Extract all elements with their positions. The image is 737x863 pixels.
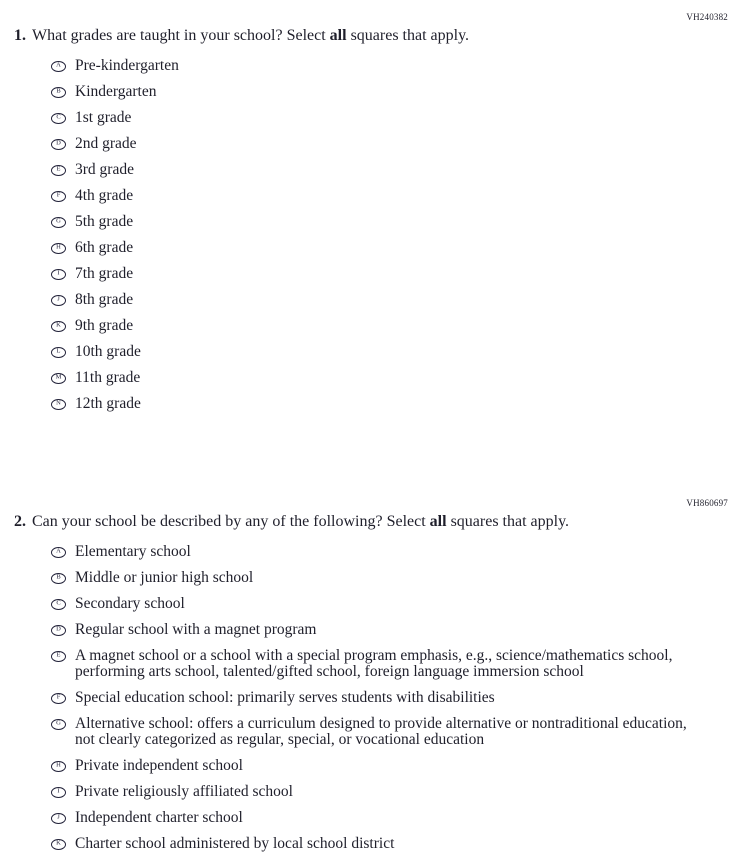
- option-row[interactable]: [51, 716, 737, 748]
- option-label: Charter school administered by local school district: [75, 835, 395, 852]
- bubble-icon[interactable]: [51, 295, 66, 306]
- bubble-icon[interactable]: [51, 217, 66, 228]
- option-row[interactable]: [51, 570, 737, 586]
- question-number: 2.: [14, 513, 26, 530]
- question-text-after: squares that apply.: [446, 513, 570, 530]
- bubble-icon[interactable]: [51, 399, 66, 410]
- option-label: Special education school: primarily serves students with disabilities: [75, 689, 495, 706]
- option-letter: N: [56, 399, 61, 407]
- question-text-before: What grades are taught in your school? Select: [32, 27, 330, 44]
- option-letter: A: [56, 547, 61, 555]
- option-label: Private religiously affiliated school: [75, 783, 293, 800]
- option-label: 9th grade: [75, 317, 134, 334]
- option-label: 10th grade: [75, 343, 141, 360]
- option-letter: A: [56, 61, 61, 69]
- bubble-icon[interactable]: [51, 243, 66, 254]
- option-label: Pre-kindergarten: [75, 57, 179, 74]
- bubble-icon[interactable]: [51, 373, 66, 384]
- option-row[interactable]: [51, 136, 737, 152]
- option-row[interactable]: [51, 110, 737, 126]
- option-row[interactable]: [51, 544, 737, 560]
- option-label: 5th grade: [75, 213, 134, 230]
- bubble-icon[interactable]: [51, 625, 66, 636]
- option-letter: I: [57, 787, 60, 795]
- bubble-icon[interactable]: [51, 761, 66, 772]
- option-letter: K: [56, 839, 61, 847]
- question-text-bold: all: [329, 27, 347, 44]
- option-row[interactable]: [51, 318, 737, 334]
- option-label: Kindergarten: [75, 83, 157, 100]
- option-label: A magnet school or a school with a special program emphasis, e.g., science/mathematics school, performing arts school, talented/gifted school, foreign language immersion school: [75, 647, 673, 680]
- bubble-icon[interactable]: [51, 61, 66, 72]
- option-label: 2nd grade: [75, 135, 137, 152]
- option-letter: J: [57, 813, 60, 821]
- option-label: 8th grade: [75, 291, 134, 308]
- bubble-icon[interactable]: [51, 165, 66, 176]
- option-label: Independent charter school: [75, 809, 243, 826]
- option-label: Regular school with a magnet program: [75, 621, 317, 638]
- option-letter: B: [56, 87, 61, 95]
- option-letter: I: [57, 269, 60, 277]
- option-letter: G: [56, 217, 61, 225]
- question-1-header: [14, 27, 737, 45]
- option-row[interactable]: [51, 58, 737, 74]
- option-letter: E: [56, 651, 61, 659]
- option-row[interactable]: [51, 188, 737, 204]
- question-2-options: [0, 544, 737, 863]
- option-row[interactable]: [51, 596, 737, 612]
- item-code: VH240382: [686, 12, 728, 22]
- option-label: Elementary school: [75, 543, 191, 560]
- option-label: Alternative school: offers a curriculum designed to provide alternative or nontraditional education, not clearly categorized as regular, special, or vocational education: [75, 715, 687, 748]
- question-text: [32, 513, 569, 531]
- question-text-before: Can your school be described by any of the following? Select: [32, 513, 430, 530]
- option-letter: B: [56, 573, 61, 581]
- question-text-bold: all: [429, 513, 447, 530]
- bubble-icon[interactable]: [51, 787, 66, 798]
- option-row[interactable]: [51, 370, 737, 386]
- item-code: VH860697: [686, 498, 728, 508]
- bubble-icon[interactable]: [51, 813, 66, 824]
- option-row[interactable]: [51, 758, 737, 774]
- question-2-header: [14, 513, 737, 531]
- bubble-icon[interactable]: [51, 87, 66, 98]
- option-row[interactable]: [51, 240, 737, 256]
- bubble-icon[interactable]: [51, 347, 66, 358]
- option-letter: J: [57, 295, 60, 303]
- option-row[interactable]: [51, 266, 737, 282]
- option-label: 4th grade: [75, 187, 134, 204]
- question-2-section: [0, 498, 737, 863]
- bubble-icon[interactable]: [51, 191, 66, 202]
- bubble-icon[interactable]: [51, 599, 66, 610]
- option-row[interactable]: [51, 84, 737, 100]
- option-label: 1st grade: [75, 109, 132, 126]
- option-row[interactable]: [51, 690, 737, 706]
- bubble-icon[interactable]: [51, 573, 66, 584]
- option-row[interactable]: [51, 344, 737, 360]
- option-letter: K: [56, 321, 61, 329]
- option-row[interactable]: [51, 784, 737, 800]
- option-row[interactable]: [51, 396, 737, 412]
- question-text-after: squares that apply.: [346, 27, 470, 44]
- option-letter: L: [56, 347, 61, 355]
- option-label: 7th grade: [75, 265, 134, 282]
- option-row[interactable]: [51, 214, 737, 230]
- option-letter: D: [56, 625, 61, 633]
- option-letter: C: [56, 113, 61, 121]
- option-letter: F: [56, 191, 61, 199]
- option-letter: F: [56, 693, 61, 701]
- option-letter: G: [56, 719, 61, 727]
- option-label: 12th grade: [75, 395, 141, 412]
- option-letter: C: [56, 599, 61, 607]
- question-1-options: [0, 58, 737, 423]
- bubble-icon[interactable]: [51, 321, 66, 332]
- option-row[interactable]: [51, 648, 737, 680]
- option-letter: D: [56, 139, 61, 147]
- option-label: 6th grade: [75, 239, 134, 256]
- bubble-icon[interactable]: [51, 547, 66, 558]
- option-letter: E: [56, 165, 61, 173]
- bubble-icon[interactable]: [51, 839, 66, 850]
- question-number: 1.: [14, 27, 26, 44]
- option-row[interactable]: [51, 292, 737, 308]
- option-letter: M: [55, 373, 62, 381]
- question-1-section: [0, 0, 737, 423]
- bubble-icon[interactable]: [51, 269, 66, 280]
- option-label: Private independent school: [75, 757, 243, 774]
- option-row[interactable]: [51, 836, 737, 852]
- option-row[interactable]: [51, 622, 737, 638]
- bubble-icon[interactable]: [51, 139, 66, 150]
- option-letter: H: [56, 243, 61, 251]
- option-letter: H: [56, 761, 61, 769]
- bubble-icon[interactable]: [51, 651, 66, 662]
- question-text: [32, 27, 469, 45]
- option-row[interactable]: [51, 162, 737, 178]
- bubble-icon[interactable]: [51, 719, 66, 730]
- bubble-icon[interactable]: [51, 113, 66, 124]
- bubble-icon[interactable]: [51, 693, 66, 704]
- option-label: 11th grade: [75, 369, 141, 386]
- option-label: Middle or junior high school: [75, 569, 254, 586]
- option-label: Secondary school: [75, 595, 185, 612]
- option-row[interactable]: [51, 810, 737, 826]
- option-label: 3rd grade: [75, 161, 134, 178]
